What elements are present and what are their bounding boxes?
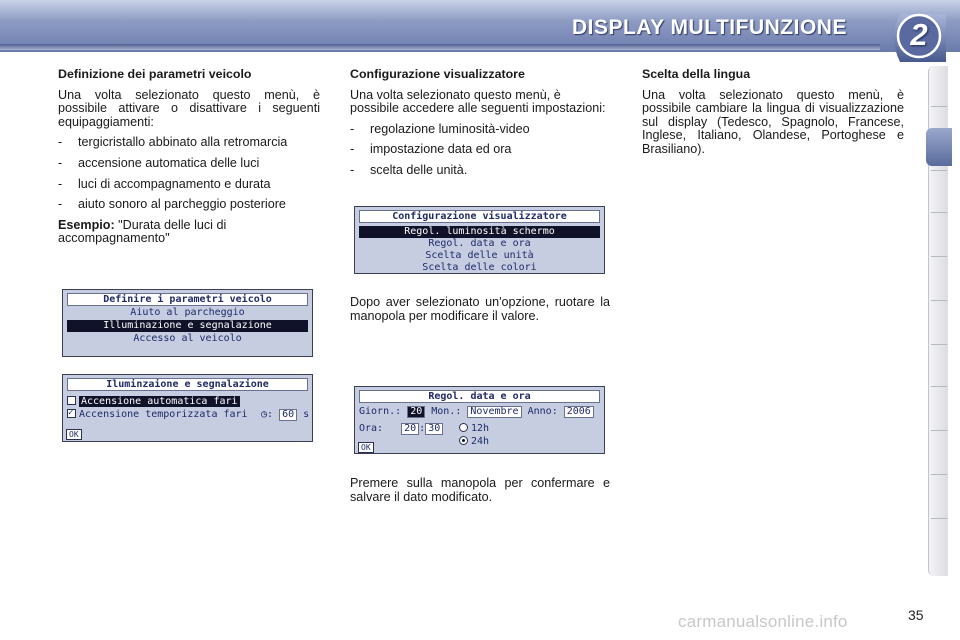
option-timed-headlights[interactable]: ✓Accensione temporizzata fari <box>67 409 248 421</box>
hour-field[interactable]: 20 <box>401 423 419 435</box>
header-stripe <box>0 44 880 50</box>
menu-item-units[interactable]: Scelta delle unità <box>425 250 534 261</box>
duration-value[interactable]: 60 <box>279 409 297 421</box>
example-label: Esempio: <box>58 217 115 232</box>
section-text: Una volta selezionato questo menù, è possibile cambiare la lingua di visualizzazione sul display (Tedesco, Spagnolo, Francese, Inglese, Italiano, Olandese, Portoghese e Brasiliano). <box>642 87 904 156</box>
option-auto-headlights[interactable]: Accensione automatica fari <box>67 396 240 408</box>
radio-icon[interactable] <box>459 423 468 432</box>
ok-button[interactable]: OK <box>66 429 82 440</box>
screen-title: Configurazione visualizzatore <box>359 210 600 223</box>
section-display-config <box>350 68 610 185</box>
list-item: - regolazione luminosità-video <box>350 121 530 136</box>
section-intro: Una volta selezionato questo menù, è possibile accedere alle seguenti impostazioni: <box>350 87 606 116</box>
settings-list <box>350 123 610 178</box>
section-intro: Una volta selezionato questo menù, è possibile attivare o disattivare i seguenti equipaggiamenti: <box>58 87 320 129</box>
example-text: "Durata delle luci di accompagnamento" <box>58 217 227 246</box>
duration-unit: s <box>303 409 310 420</box>
checkbox-checked-icon[interactable] <box>67 409 76 418</box>
watermark: carmanualsonline.info <box>678 612 848 631</box>
equipment-list <box>58 136 320 211</box>
year-field[interactable]: 2006 <box>564 406 594 418</box>
list-item: - luci di accompagnamento e durata <box>58 176 271 191</box>
menu-item-parking-aid[interactable]: Aiuto al parcheggio <box>130 307 245 318</box>
screen-date-time <box>354 386 605 454</box>
list-item: - impostazione data ed ora <box>350 142 512 157</box>
day-label: Giorn.: <box>359 406 402 417</box>
section-heading: Scelta della lingua <box>642 67 751 81</box>
list-item: - tergicristallo abbinato alla retromarcia <box>58 135 288 150</box>
ok-button[interactable]: OK <box>358 442 374 453</box>
format-24h-option[interactable]: 24h <box>459 436 489 448</box>
menu-item-colors[interactable]: Scelta delle colori <box>422 262 537 273</box>
screen-title: Iluminzaione e segnalazione <box>67 378 308 391</box>
date-row <box>359 406 594 418</box>
screen-title: Definire i parametri veicolo <box>67 293 308 306</box>
screen-title: Regol. data e ora <box>359 390 600 403</box>
time-row: Ora: 20 : 30 <box>359 423 443 435</box>
menu-item-date-time[interactable]: Regol. data e ora <box>428 238 531 249</box>
timer-icon: ◷ <box>261 409 268 420</box>
list-item: - scelta delle unità. <box>350 162 468 177</box>
example-paragraph <box>58 219 320 246</box>
page-title: DISPLAY MULTIFUNZIONE <box>572 16 847 39</box>
format-12h-option[interactable]: 12h <box>459 423 489 435</box>
screen-vehicle-parameters <box>62 289 313 357</box>
instruction-rotate: Dopo aver selezionato un'opzione, ruotare la manopola per modificare il valore. <box>350 295 610 323</box>
minute-field[interactable]: 30 <box>425 423 443 435</box>
list-item: - aiuto sonoro al parcheggio posteriore <box>58 197 286 212</box>
section-vehicle-parameters <box>58 68 320 253</box>
chapter-number: 2 <box>910 17 928 52</box>
menu-item-vehicle-access[interactable]: Accesso al veicolo <box>133 333 242 344</box>
section-heading: Definizione dei parametri veicolo <box>58 67 252 81</box>
list-item: - accensione automatica delle luci <box>58 155 260 170</box>
duration-setting[interactable]: ◷: 60 s <box>261 409 310 420</box>
radio-selected-icon[interactable] <box>459 436 468 445</box>
section-language <box>642 68 904 164</box>
time-label: Ora: <box>359 423 384 434</box>
menu-item-brightness[interactable]: Regol. luminosità schermo <box>359 226 600 238</box>
instruction-confirm: Premere sulla manopola per confermare e salvare il dato modificato. <box>350 476 610 504</box>
month-label: Mon.: <box>431 406 462 417</box>
year-label: Anno: <box>527 406 558 417</box>
screen-lighting <box>62 374 313 442</box>
day-field[interactable]: 20 <box>407 406 425 418</box>
chapter-tab-active[interactable] <box>926 128 952 166</box>
checkbox-icon[interactable] <box>67 396 76 405</box>
screen-display-config <box>354 206 605 274</box>
section-heading: Configurazione visualizzatore <box>350 67 525 81</box>
menu-item-lighting[interactable]: Illuminazione e segnalazione <box>67 320 308 332</box>
page-number: 35 <box>908 607 924 623</box>
month-field[interactable]: Novembre <box>467 406 521 418</box>
